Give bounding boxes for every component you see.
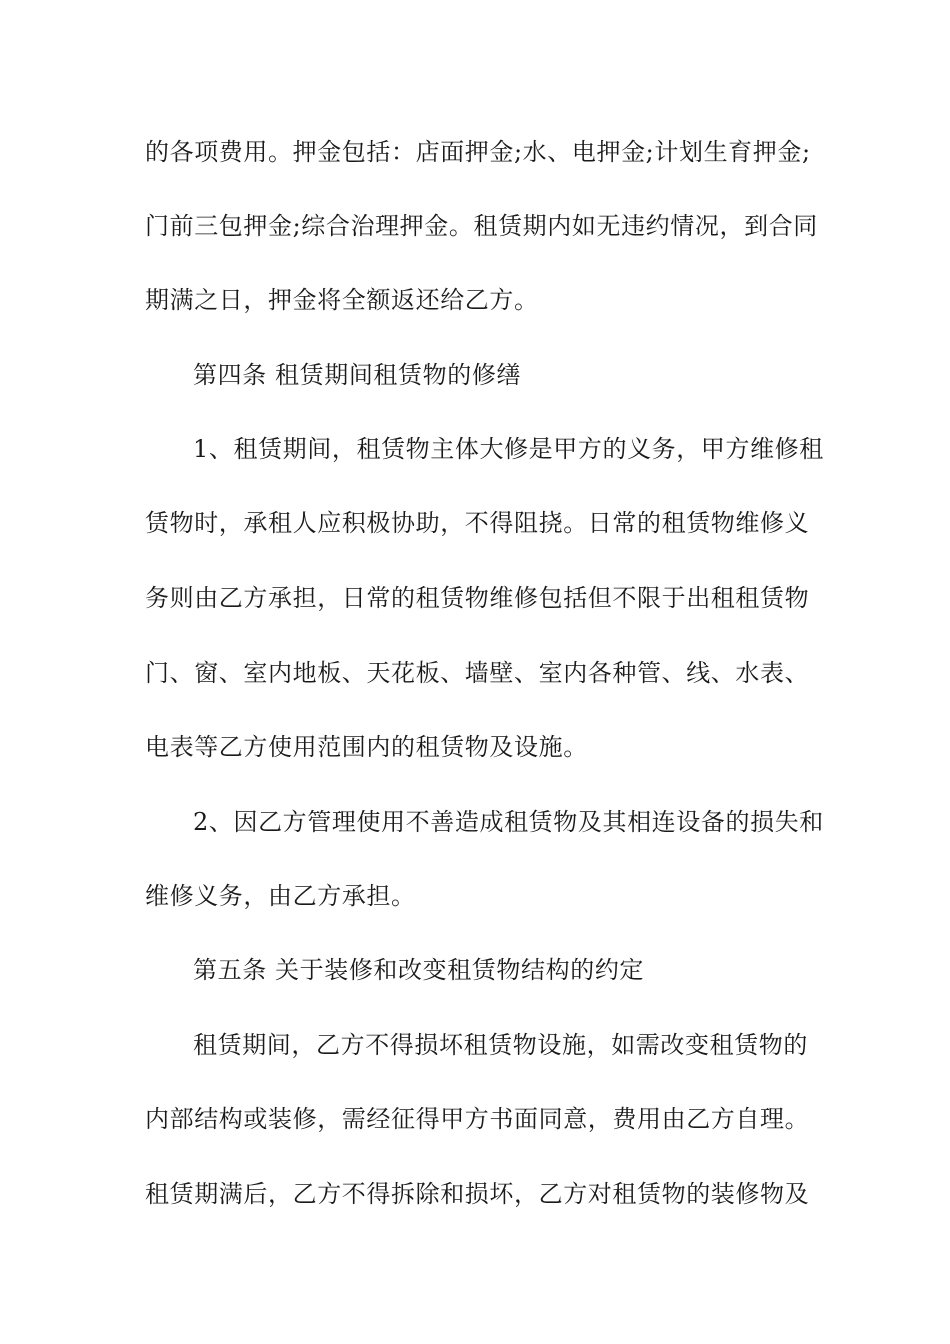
paragraph-line: 电表等乙方使用范围内的租赁物及设施。	[145, 733, 588, 761]
paragraph-line: 租赁期间，乙方不得损坏租赁物设施，如需改变租赁物的	[193, 1031, 808, 1059]
paragraph-line: 期满之日，押金将全额返还给乙方。	[145, 286, 539, 314]
paragraph-line: 的各项费用。押金包括：店面押金;水、电押金;计划生育押金;	[145, 138, 811, 166]
paragraph-line: 2、因乙方管理使用不善造成租赁物及其相连设备的损失和	[193, 808, 824, 836]
paragraph-line: 门、窗、室内地板、天花板、墙壁、室内各种管、线、水表、	[145, 659, 810, 687]
paragraph-line: 租赁期满后，乙方不得拆除和损坏，乙方对租赁物的装修物及	[145, 1180, 810, 1208]
paragraph-line: 赁物时，承租人应积极协助，不得阻挠。日常的租赁物维修义	[145, 509, 810, 537]
section-heading: 第五条 关于装修和改变租赁物结构的约定	[193, 956, 645, 984]
paragraph-line: 内部结构或装修，需经征得甲方书面同意，费用由乙方自理。	[145, 1105, 810, 1133]
section-heading: 第四条 租赁期间租赁物的修缮	[193, 361, 522, 389]
paragraph-line: 1、租赁期间，租赁物主体大修是甲方的义务，甲方维修租	[193, 435, 824, 463]
paragraph-line: 维修义务，由乙方承担。	[145, 882, 416, 910]
paragraph-line: 务则由乙方承担，日常的租赁物维修包括但不限于出租租赁物	[145, 584, 810, 612]
paragraph-line: 门前三包押金;综合治理押金。租赁期内如无违约情况，到合同	[145, 212, 818, 240]
